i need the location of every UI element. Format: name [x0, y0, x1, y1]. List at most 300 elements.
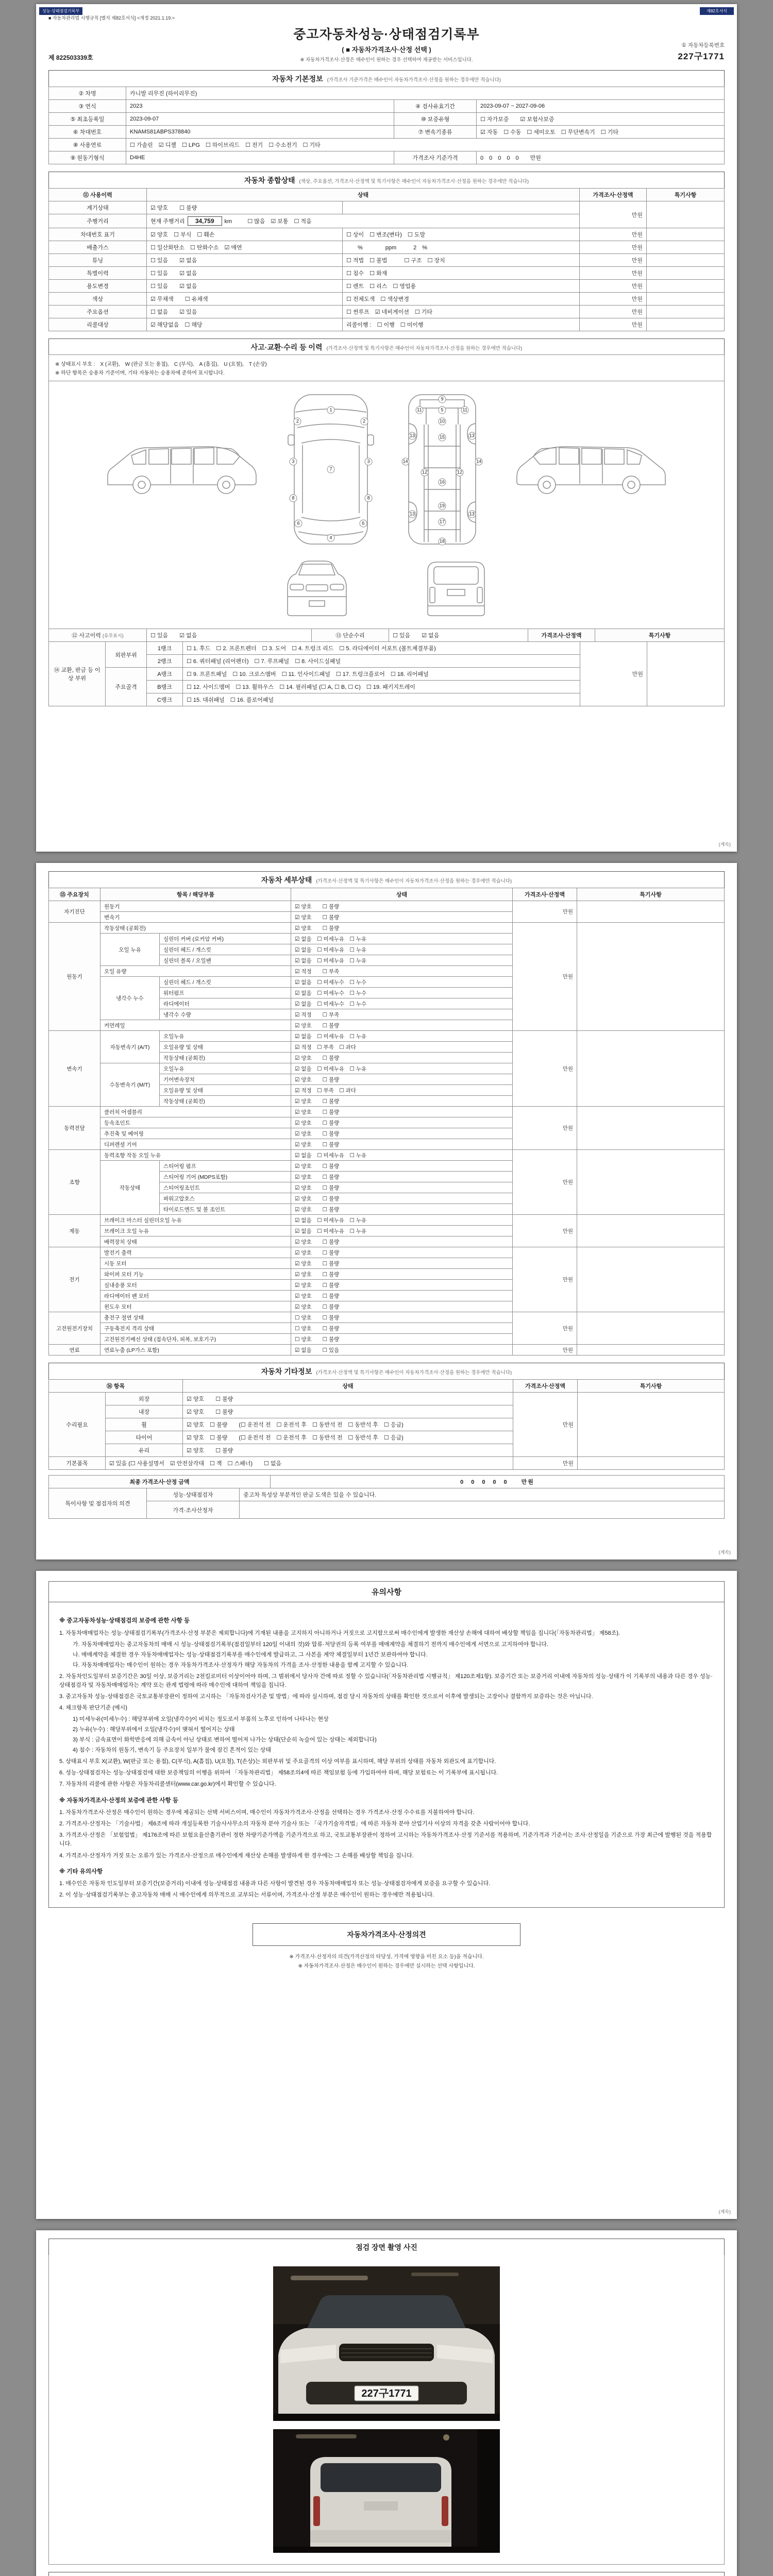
section-title: 사고·교환·수리 등 이력: [250, 343, 323, 351]
table-header-row: [49, 888, 725, 901]
etc-info-table: [48, 1379, 725, 1470]
panel-number: 2: [360, 418, 368, 426]
table-row: [49, 318, 725, 331]
page-2: [36, 863, 737, 1560]
page-title: 중고자동차성능·상태점검기록부: [293, 27, 480, 42]
item-cell: 실린더 헤드 / 개스킷: [160, 944, 291, 955]
table-row: [49, 1345, 725, 1355]
status-cell: ☑ 적정 ☐ 부족 ☐ 과다: [291, 1085, 513, 1096]
status-cell: ☐ 썬루프 ☑ 네비게이션 ☐ 기타: [343, 306, 580, 318]
panel-number: 8: [289, 494, 297, 502]
continue-mark: (계속): [718, 2209, 731, 2214]
item-cell: 시동 모터: [100, 1258, 291, 1269]
document-subtitle-note: ※ 자동차가격조사·산정은 매수인이 원하는 경우 선택하여 제공받는 서비스입니다.: [300, 57, 473, 63]
status-cell: ☑ 없음 ☐ 미세누유 ☐ 누유: [291, 934, 513, 944]
status-cell: ☑ 적정 ☐ 부족: [291, 1009, 513, 1020]
status-cell: ☑ 양호 ☐ 불량: [291, 1074, 513, 1085]
frame-number: 13: [468, 432, 476, 439]
status-cell: ☐ 양호 ☐ 불량: [291, 1334, 513, 1345]
group-cell: 변속기: [49, 1031, 100, 1107]
group-cell: 원동기: [49, 923, 100, 1031]
item-cell: 배력장치 상태: [100, 1236, 291, 1247]
continue-mark: (계속): [718, 842, 731, 847]
group-cell: 주요골격: [106, 668, 147, 706]
item-cell: 오일누유: [160, 1063, 291, 1074]
remark-cell: [577, 1107, 725, 1150]
rank-label-cell: B랭크: [147, 681, 183, 693]
rank-items-cell: ☐ 6. 쿼터패널 (리어펜더) ☐ 7. 루프패널 ☐ 8. 사이드실패널: [183, 655, 580, 668]
col-remark: 특기사항: [577, 888, 725, 901]
sub-group-cell: 작동상태: [100, 1161, 160, 1215]
status-cell: ☑ 양호 ☐ 불량: [291, 1139, 513, 1150]
table-header-row: [49, 1380, 725, 1393]
price-cell: 만원: [580, 267, 647, 280]
group-cell: 제동: [49, 1215, 100, 1247]
panel-number: 3: [365, 457, 373, 465]
status-cell: ☑ 양호 ☐ 불량: [291, 1236, 513, 1247]
rank-label-cell: 1랭크: [147, 642, 183, 655]
table-row: [49, 901, 725, 912]
frame-number: 11: [461, 406, 469, 414]
remark-cell: [577, 923, 725, 1031]
item-cell: 윈도우 모터: [100, 1301, 291, 1312]
price-cell: 만원: [513, 1150, 577, 1215]
rank-items-cell: ☐ 1. 후드 ☐ 2. 프론트펜더 ☐ 3. 도어 ☐ 4. 트렁크 리드 ☐ 5. 라디에이터 서포트 (볼트체결부품): [183, 642, 580, 655]
status-cell: 리콜이행 : ☐ 이행 ☐ 미이행: [343, 318, 580, 331]
rank-items-cell: ☐ 15. 대쉬패널 ☐ 16. 플로어패널: [183, 693, 580, 706]
inspector-opinion-text: 중고차 특성상 부분적인 판금 도색은 있을 수 있습니다.: [240, 1488, 725, 1501]
notice-paragraph: 6. 성능·상태점검자는 성능·상태점검에 대한 보증책임의 이행을 위하여 「자동차관리법」 제58조의4에 따른 책임보험 등에 가입하여야 하며, 해당 보험료는 이 기록부에 표시됩니다.: [59, 1770, 498, 1776]
accident-history-value: ☐ 있음 ☑ 없음: [147, 629, 312, 642]
frame-number: 15: [439, 434, 446, 442]
item-label-cell: 튜닝: [49, 254, 147, 267]
status-cell: ☑ 양호 ☐ 불량: [291, 1172, 513, 1182]
warranty-type-value: ☐ 자가보증 ☑ 보험사보증: [477, 113, 725, 126]
mileage-unit: km: [224, 218, 232, 225]
item-cell: 원동기: [100, 901, 291, 912]
status-cell: ☑ 양호 ☐ 불량: [183, 1405, 513, 1418]
status-cell: ☑ 양호 ☐ 불량: [291, 1291, 513, 1301]
rank-items-cell: ☐ 9. 프론트패널 ☐ 10. 크로스멤버 ☐ 11. 인사이드패널 ☐ 17. 트렁크플로어 ☐ 18. 리어패널: [183, 668, 580, 681]
status-cell: ☑ 양호 ☐ 불량: [183, 1393, 513, 1405]
frame-number: 14: [475, 457, 483, 465]
table-row: [49, 1457, 725, 1470]
table-row: [49, 1393, 725, 1405]
notice-paragraph: 4. 체크항목 판단기준 (예시): [59, 1705, 127, 1711]
inspection-photo-front: [273, 2266, 500, 2421]
car-front-view-diagram: [273, 555, 361, 622]
remark-cell: [647, 267, 725, 280]
panel-number: 1: [327, 406, 335, 414]
price-opinion-box: 자동차가격조사·산정의견: [253, 1923, 520, 1946]
item-label-cell: 리콜대상: [49, 318, 147, 331]
item-cell: 충전구 절연 상태: [100, 1312, 291, 1323]
car-frame-view-diagram: [398, 389, 486, 549]
frame-number: 19: [439, 502, 446, 510]
remark-cell: [577, 1247, 725, 1312]
remark-cell: [647, 280, 725, 293]
remark-cell: [647, 306, 725, 318]
sub-group-cell: 자동변속기 (A/T): [100, 1031, 160, 1063]
notice-paragraph: 2. 가격조사·산정자는 「기술사법」 제6조에 따라 개설등록한 기술사사무소의 자동차 분야 기술사 또는 「국가기술자격법」에 따른 자동차 분야 산업기사 이상의 자격을 갖춘 사람이어야 합니다.: [59, 1821, 530, 1827]
col-item: 항목 / 해당부품: [100, 888, 291, 901]
item-cell: 실린더 커버 (로커암 커버): [160, 934, 291, 944]
group-cell: 수리필요: [49, 1393, 106, 1457]
table-row: [49, 1501, 725, 1519]
frame-number: 11: [415, 406, 423, 414]
item-cell: 스티어링 펌프: [160, 1161, 291, 1172]
frame-number: 16: [439, 478, 446, 486]
table-row: [49, 1031, 725, 1042]
status-cell: ☑ 없음 ☐ 미세누유 ☐ 누유: [291, 1226, 513, 1236]
table-row: [49, 1247, 725, 1258]
transmission-value: ☑ 자동 ☐ 수동 ☐ 세미오토 ☐ 무단변속기 ☐ 기타: [477, 126, 725, 139]
item-cell: 구동축전지 격리 상태: [100, 1323, 291, 1334]
notice-paragraph: ※ 자동차가격조사·산정의 보증에 관한 사항 등: [59, 1797, 178, 1804]
final-price-label: 최종 가격조사·산정 금액: [49, 1476, 271, 1488]
inspector-opinion-table: [48, 1488, 725, 1519]
col-price: 가격조사·산정액: [528, 629, 595, 642]
item-cell: 추진축 및 베어링: [100, 1128, 291, 1139]
notice-paragraph: 다. 자동차매매업자는 매수인이 원하는 경우 자동차가격조사·산정자가 해당 자동차의 가격을 조사·산정한 내용을 함께 고지할 수 있습니다.: [73, 1662, 409, 1668]
remark-cell: [647, 642, 725, 706]
document-subtitle: ( ■ 자동차가격조사·산정 선택 ): [342, 46, 431, 54]
rank-label-cell: 2랭크: [147, 655, 183, 668]
notice-paragraph: 2. 자동차인도일부터 보증기간은 30일 이상, 보증거리는 2천킬로미터 이상이어야 하며, 그 범위에서 당사자 간에 따로 정할 수 있습니다(「자동차관리법 시행규칙」 제120조제1항). 보증기간 또는 보증거리 이내에 자동차의 성능·상태가 이 기록부의 내용과 다른 경우 성능·상태점검자 및 자동차매매업자는 계약 또는 관계 법령에 따라 매수인에 대하여 책임을 집니다.: [59, 1673, 713, 1689]
item-cell: 오일유량 및 상태: [160, 1042, 291, 1053]
remark-cell: [577, 1150, 725, 1215]
col-device: ⑮ 주요장치: [49, 888, 100, 901]
table-row: [49, 293, 725, 306]
mileage-prefix: 현재 주행거리: [150, 218, 185, 225]
price-cell: 만원: [513, 1107, 577, 1150]
status-cell: ☑ 적정 ☐ 부족 ☐ 과다: [291, 1042, 513, 1053]
panel-number: 6: [359, 520, 367, 528]
item-label-cell: 계기상태: [49, 201, 147, 214]
page-3: [36, 1571, 737, 2219]
car-diagram-area: [48, 381, 725, 629]
notice-paragraph: 3) 부식 : 금속표면이 화학반응에 의해 금속이 아닌 상태로 변하여 떨어져 나가는 상태(단순히 녹슬어 있는 상태는 제외합니다): [73, 1737, 377, 1743]
notice-paragraph: 나. 매매계약을 체결한 경우 자동차매매업자는 성능·상태점검기록부를 매수인에게 발급하고, 그 사본을 계약 체결일부터 1년간 보관하여야 합니다.: [73, 1651, 428, 1658]
panel-number: 7: [327, 466, 335, 473]
group-cell: 외판부위: [106, 642, 147, 668]
table-row: [49, 306, 725, 318]
col-status: 상태: [147, 189, 580, 201]
price-cell: 만원: [513, 1031, 577, 1107]
price-cell: 만원: [580, 280, 647, 293]
item-cell: 발전기 출력: [100, 1247, 291, 1258]
item-cell: 클러치 어셈블리: [100, 1107, 291, 1117]
remark-cell: [647, 228, 725, 241]
registration-number-value: 227구1771: [678, 52, 725, 61]
item-cell: 연료누출 (LP가스 포함): [100, 1345, 291, 1355]
price-cell: 만원: [513, 1215, 577, 1247]
fuel-value: ☐ 가솔린 ☑ 디젤 ☐ LPG ☐ 하이브리드 ☐ 전기 ☐ 수소전기 ☐ 기타: [126, 139, 725, 151]
status-cell: ☑ 양호 ☐ 불량: [147, 201, 343, 214]
status-cell: ☑ 양호 ☐ 불량: [291, 1280, 513, 1291]
rank-label-cell: C랭크: [147, 693, 183, 706]
price-cell: 만원: [580, 228, 647, 241]
year-value: 2023: [126, 100, 394, 113]
item-cell: 실린더 블록 / 오일팬: [160, 955, 291, 966]
notice-paragraph: ※ 기타 유의사항: [59, 1868, 103, 1875]
car-side-view-right-diagram: [510, 431, 675, 508]
form-reference: ■ 자동차관리법 시행규칙 [별지 제82호서식] <개정 2021.1.19.>: [48, 15, 175, 21]
price-cell: 만원: [580, 318, 647, 331]
item-cell: 스티어링 기어 (MDPS포함): [160, 1172, 291, 1182]
notice-paragraph: 가. 자동차매매업자는 중고자동차의 매매 시 성능·상태점검기록부(점검일부터 120일 이내의 것)와 압류·저당권의 등록 여부를 매매계약을 체결하기 전까지 매수인에게 서면으로 고지하여야 합니다.: [73, 1641, 548, 1648]
legend-line: ※ 하단 항목은 승용차 기준이며, 기타 자동차는 승용차에 준하여 표시합니다.: [55, 370, 225, 376]
simple-repair-value: ☐ 있음 ☑ 없음: [389, 629, 528, 642]
notice-paragraph: 1. 자동차매매업자는 성능·상태점검기록부(가격조사·산정 부분은 제외합니다)에 기재된 내용을 고지하지 아니하거나 거짓으로 고지함으로써 매수인에게 발생한 재산상 손해에 대하여 배상할 책임을 집니다(「자동차관리법」 제58조).: [59, 1630, 620, 1636]
panel-number: 2: [294, 418, 301, 426]
item-cell: 디퍼렌셜 기어: [100, 1139, 291, 1150]
item-cell: 작동상태 (공회전): [100, 923, 291, 934]
remark-cell: [647, 201, 725, 228]
status-cell: ☑ 양호 ☐ 불량: [291, 1301, 513, 1312]
mileage-range: ☐ 많음 ☑ 보통 ☐ 적음: [247, 218, 312, 225]
remark-cell: [647, 293, 725, 306]
table-row: [49, 267, 725, 280]
col-status: 상태: [291, 888, 513, 901]
status-cell: ☑ 양호 ☐ 불량: [291, 1161, 513, 1172]
registration-number-label: ① 자동차등록번호: [681, 42, 725, 48]
rank-label-cell: A랭크: [147, 668, 183, 681]
registration-number-box: [596, 22, 725, 63]
notice-paragraph: 3. 중고자동차 성능·상태점검은 국토교통부장관이 정하여 고시하는 「자동차검사기준 및 방법」에 따라 실시하며, 점검 당시 자동차의 상태를 확인한 것으로서 이후에 발생되는 고장이나 결함까지 보증하는 것은 아닙니다.: [59, 1693, 593, 1700]
inspector-label: 성능·상태점검자: [147, 1488, 240, 1501]
group-cell: 동력전달: [49, 1107, 100, 1150]
status-cell: ☑ 없음 ☐ 미세누유 ☐ 누유: [291, 1031, 513, 1042]
status-cell: ☑ 양호 ☐ 불량 (☐ 운전석 전 ☐ 운전석 후 ☐ 동반석 전 ☐ 동반석 후 ☐ 응급): [183, 1418, 513, 1431]
sub-group-cell: 수동변속기 (M/T): [100, 1063, 160, 1107]
status-cell: ☑ 없음 ☐ 미세누유 ☐ 누유: [291, 1063, 513, 1074]
section-note: (가격조사 기준가격은 매수인이 자동차가격조사·산정을 원하는 경우에만 적습니다): [327, 77, 501, 83]
status-cell: ☑ 무채색 ☐ 유채색: [147, 293, 343, 306]
table-row: [49, 280, 725, 293]
notice-paragraph: 2. 이 성능·상태점검기록부는 중고자동차 매매 시 매수인에게 의무적으로 교부되는 서류이며, 가격조사·산정 부분은 매수인이 원하는 경우에만 적용됩니다.: [59, 1892, 434, 1899]
section-etc-info: [48, 1363, 725, 1379]
notice-body: [49, 1602, 724, 1907]
field-label: ④ 검사유효기간: [394, 100, 477, 113]
header-stamp-left: 성능·상태점검기록부: [39, 7, 82, 15]
table-header-row: [49, 189, 725, 201]
first-registration-value: 2023-09-07: [126, 113, 394, 126]
license-plate-text: 227구1771: [361, 2388, 412, 2399]
price-cell: 만원: [580, 254, 647, 267]
notice-paragraph: 7. 자동차의 리콜에 관한 사항은 자동차리콜센터(www.car.go.kr)에서 확인할 수 있습니다.: [59, 1781, 276, 1788]
item-cell: 고전원전기배선 상태 (접속단자, 피복, 보호기구): [100, 1334, 291, 1345]
accident-history-label: ⑫ 사고이력 (유무표시): [49, 629, 147, 642]
table-row: [49, 1215, 725, 1226]
item-cell: 커먼레일: [100, 1020, 291, 1031]
group-cell: 기본품목: [49, 1457, 106, 1470]
price-opinion-note: ※ 가격조사·산정자의 의견(가격산정의 타당성, 가격에 영향을 미친 요소 등)을 적습니다.: [289, 1954, 484, 1960]
item-cell: 라디에이터 팬 모터: [100, 1291, 291, 1301]
status-cell: ☑ 해당없음 ☐ 해당: [147, 318, 343, 331]
section-note: (색상, 주요옵션, 가격조사·산정액 및 특기사항은 매수인이 자동차가격조사·산정을 원하는 경우에만 적습니다): [299, 179, 529, 184]
table-row: [49, 126, 725, 139]
item-label-cell: 주행거리: [49, 214, 147, 228]
section-basic-info: [48, 70, 725, 87]
section-title: 자동차 세부상태: [261, 876, 312, 884]
panel-number: 8: [365, 494, 373, 502]
price-cell: 만원: [513, 1247, 577, 1312]
status-cell: ☐ 적법 ☐ 불법 ☐ 구조 ☐ 장치: [343, 254, 580, 267]
panel-rank-table: [48, 641, 725, 706]
status-cell: ☐ 렌트 ☐ 리스 ☐ 영업용: [343, 280, 580, 293]
frame-number: 14: [401, 457, 409, 465]
item-cell: 실린더 헤드 / 개스킷: [160, 977, 291, 988]
section-note: (가격조사·산정액 및 특기사항은 매수인이 자동차가격조사·산정을 원하는 경우에만 적습니다): [316, 1370, 512, 1376]
remark-cell: [577, 901, 725, 923]
final-price-value: 0 0 0 0 0 만원: [271, 1476, 725, 1488]
remark-cell: [647, 241, 725, 254]
status-cell: ☑ 양호 ☐ 불량 (☐ 운전석 전 ☐ 운전석 후 ☐ 동반석 전 ☐ 동반석 후 ☐ 응급): [183, 1431, 513, 1444]
item-cell: 스티어링조인트: [160, 1182, 291, 1193]
col-price: 가격조사·산정액: [580, 189, 647, 201]
notice-paragraph: 1) 미세누유(미세누수) : 해당부위에 오일(냉각수)이 비치는 정도로서 부품의 노후로 인하여 나타나는 현상: [73, 1716, 329, 1723]
item-cell: 워터펌프: [160, 988, 291, 998]
panel-number: 6: [295, 520, 303, 528]
item-cell: 오일누유: [160, 1031, 291, 1042]
opinion-row-label: 특이사항 및 점검자의 의견: [49, 1488, 147, 1519]
status-cell: ☑ 양호 ☐ 불량: [291, 1096, 513, 1107]
frame-number: 12: [421, 469, 429, 477]
remark-cell: [577, 1031, 725, 1107]
photo-area: [48, 2255, 725, 2565]
overall-rows: [49, 228, 725, 331]
price-cell: 만원: [513, 923, 577, 1031]
item-cell: 파워고압호스: [160, 1193, 291, 1204]
table-row: [49, 1150, 725, 1161]
status-cell: ☑ 없음 ☐ 미세누유 ☐ 누유: [291, 944, 513, 955]
status-cell: [343, 201, 580, 214]
col-price: 가격조사·산정액: [513, 1380, 578, 1393]
notice-paragraph: 1. 매수인은 자동차 인도일부터 보증기간(보증거리) 이내에 성능·상태점검 내용과 다른 사항이 발견된 경우 자동차매매업자 또는 성능·상태점검자에게 보증을 요구할 수 있습니다.: [59, 1880, 491, 1887]
status-cell: ☐ 전체도색 ☐ 색상변경: [343, 293, 580, 306]
item-cell: 라디에이터: [160, 998, 291, 1009]
col-price: 가격조사·산정액: [513, 888, 577, 901]
item-cell: 등속조인트: [100, 1117, 291, 1128]
status-cell: ☐ 있음 ☑ 없음: [147, 267, 343, 280]
notice-paragraph: 5. 상태표시 부호 X(교환), W(판금 또는 용접), C(부식), A(흠집), U(요철), T(손상)는 외판부위 및 주요골격의 이상 여부를 표시하며, 해당 부위의 상태를 자동차 외관도에 표기합니다.: [59, 1758, 496, 1765]
table-row: [49, 1488, 725, 1501]
remark-cell: [578, 1457, 725, 1470]
table-row: [49, 87, 725, 100]
col-remark: 특기사항: [595, 629, 725, 642]
rank-items-cell: ☐ 12. 사이드멤버 ☐ 13. 휠하우스 ☐ 14. 필러패널 (☐ A, ☐ B, ☐ C) ☐ 19. 패키지트레이: [183, 681, 580, 693]
status-cell: ☑ 없음 ☐ 미세누유 ☐ 누유: [291, 955, 513, 966]
section-title: 자동차 기타정보: [261, 1367, 312, 1376]
notice-paragraph: 2) 누유(누수) : 해당부위에서 오일(냉각수)이 맺혀서 떨어지는 상태: [73, 1726, 235, 1733]
col-item: ⑯ 항목: [49, 1380, 183, 1393]
status-cell: ☑ 양호 ☐ 불량: [291, 1128, 513, 1139]
table-row: [49, 139, 725, 151]
status-cell: ☑ 양호 ☐ 불량: [291, 1269, 513, 1280]
field-label: ⑥ 차대번호: [49, 126, 126, 139]
price-cell: 만원: [513, 1393, 578, 1457]
status-cell: % ppm 2 %: [343, 241, 580, 254]
field-label: ② 차명: [49, 87, 126, 100]
sub-group-cell: 오일 누유: [100, 934, 160, 966]
status-cell: ☑ 양호 ☐ 부식 ☐ 훼손: [147, 228, 343, 241]
item-cell: 기어변속장치: [160, 1074, 291, 1085]
section-accident-history: [48, 338, 725, 355]
item-label-cell: 주요옵션: [49, 306, 147, 318]
frame-number: 18: [439, 537, 446, 545]
field-label: ⑦ 변속기종류: [394, 126, 477, 139]
status-cell: ☑ 양호 ☐ 불량: [291, 1193, 513, 1204]
status-cell: ☑ 양호 ☐ 불량: [291, 1107, 513, 1117]
section-detail-state: [48, 871, 725, 888]
group-cell: 자기진단: [49, 901, 100, 923]
section-title: 자동차 기본정보: [272, 75, 323, 83]
table-row: [49, 100, 725, 113]
document-number: 제 822503339호: [48, 54, 93, 61]
accident-history-table: [48, 629, 725, 642]
section-title: 자동차 종합상태: [244, 176, 295, 184]
status-cell: ☑ 없음 ☐ 미세누유 ☐ 누유: [291, 1215, 513, 1226]
price-cell: 만원: [513, 901, 577, 923]
price-cell: 만원: [513, 1312, 577, 1345]
car-name-value: 카니발 리무진 (하이리무진): [126, 87, 725, 100]
table-row: [49, 1107, 725, 1117]
status-cell: ☐ 일산화탄소 ☐ 탄화수소 ☑ 매연: [147, 241, 343, 254]
status-cell: ☐ 침수 ☐ 화재: [343, 267, 580, 280]
group-cell: 조향: [49, 1150, 100, 1215]
inspection-period-value: 2023-09-07 ~ 2027-09-06: [477, 100, 725, 113]
price-cell: 만원: [580, 293, 647, 306]
simple-repair-label: ⑬ 단순수리: [312, 629, 389, 642]
panel-number: 3: [289, 457, 297, 465]
status-cell: ☑ 양호 ☐ 불량: [291, 901, 513, 912]
table-row: [49, 151, 725, 164]
item-cell: 오일유량 및 상태: [160, 1085, 291, 1096]
col-remark: 특기사항: [647, 189, 725, 201]
status-cell: ☑ 양호 ☐ 불량: [291, 1117, 513, 1128]
status-cell: ☑ 있음 (☐ 사용설명서 ☑ 안전삼각대 ☐ 잭 ☐ 스패너) ☐ 없음: [106, 1457, 513, 1470]
status-cell: ☑ 적정 ☐ 부족: [291, 966, 513, 977]
car-rear-view-diagram: [412, 555, 500, 622]
field-label: ⑨ 원동기형식: [49, 151, 126, 164]
frame-number: 13: [468, 510, 476, 518]
item-label-cell: 배출가스: [49, 241, 147, 254]
status-cell: ☑ 양호 ☐ 불량: [291, 1020, 513, 1031]
appraiser-label: 가격·조사산정자: [147, 1501, 240, 1519]
col-remark: 특기사항: [578, 1380, 725, 1393]
status-cell: ☐ 양호 ☐ 불량: [291, 1312, 513, 1323]
sub-group-cell: 냉각수 누수: [100, 977, 160, 1020]
state-code-legend: [48, 354, 725, 381]
notice-frame: [48, 1581, 725, 1908]
status-cell: ☑ 없음 ☐ 미세누수 ☐ 누수: [291, 998, 513, 1009]
table-row: [49, 1476, 725, 1488]
status-cell: ☑ 없음 ☐ 있음: [291, 1345, 513, 1355]
item-label-cell: 용도변경: [49, 280, 147, 293]
field-label: 가격조사 기준가격: [394, 151, 477, 164]
panel-number: 4: [327, 534, 335, 542]
overall-state-table: [48, 188, 725, 331]
notice-paragraph: ※ 중고자동차성능·상태점검의 보증에 관한 사항 등: [59, 1618, 190, 1624]
notice-paragraph: 3. 가격조사·산정은 「보험업법」 제176조에 따른 보험요율산출기관이 정한 차량기준가액을 기준가격으로 하고, 국토교통부장관이 정하여 고시하는 자동차가격조사·산정 기준서를 적용하며, 기준가격과 기준서는 조사·산정일을 기준으로 가장 최근에 발행된 것을 적용합니다.: [59, 1832, 712, 1848]
item-cell: 변속기: [100, 912, 291, 923]
remark-cell: [578, 1393, 725, 1457]
group-cell: 연료: [49, 1345, 100, 1355]
notice-paragraph: 1. 자동차가격조사·산정은 매수인이 원하는 경우에 제공되는 선택 서비스이며, 매수인이 자동차가격조사·산정을 선택하는 경우 가격조사·산정 수수료를 지불하여야 합니다.: [59, 1809, 475, 1816]
item-cell: 냉각수 수량: [160, 1009, 291, 1020]
col-status: 상태: [183, 1380, 513, 1393]
